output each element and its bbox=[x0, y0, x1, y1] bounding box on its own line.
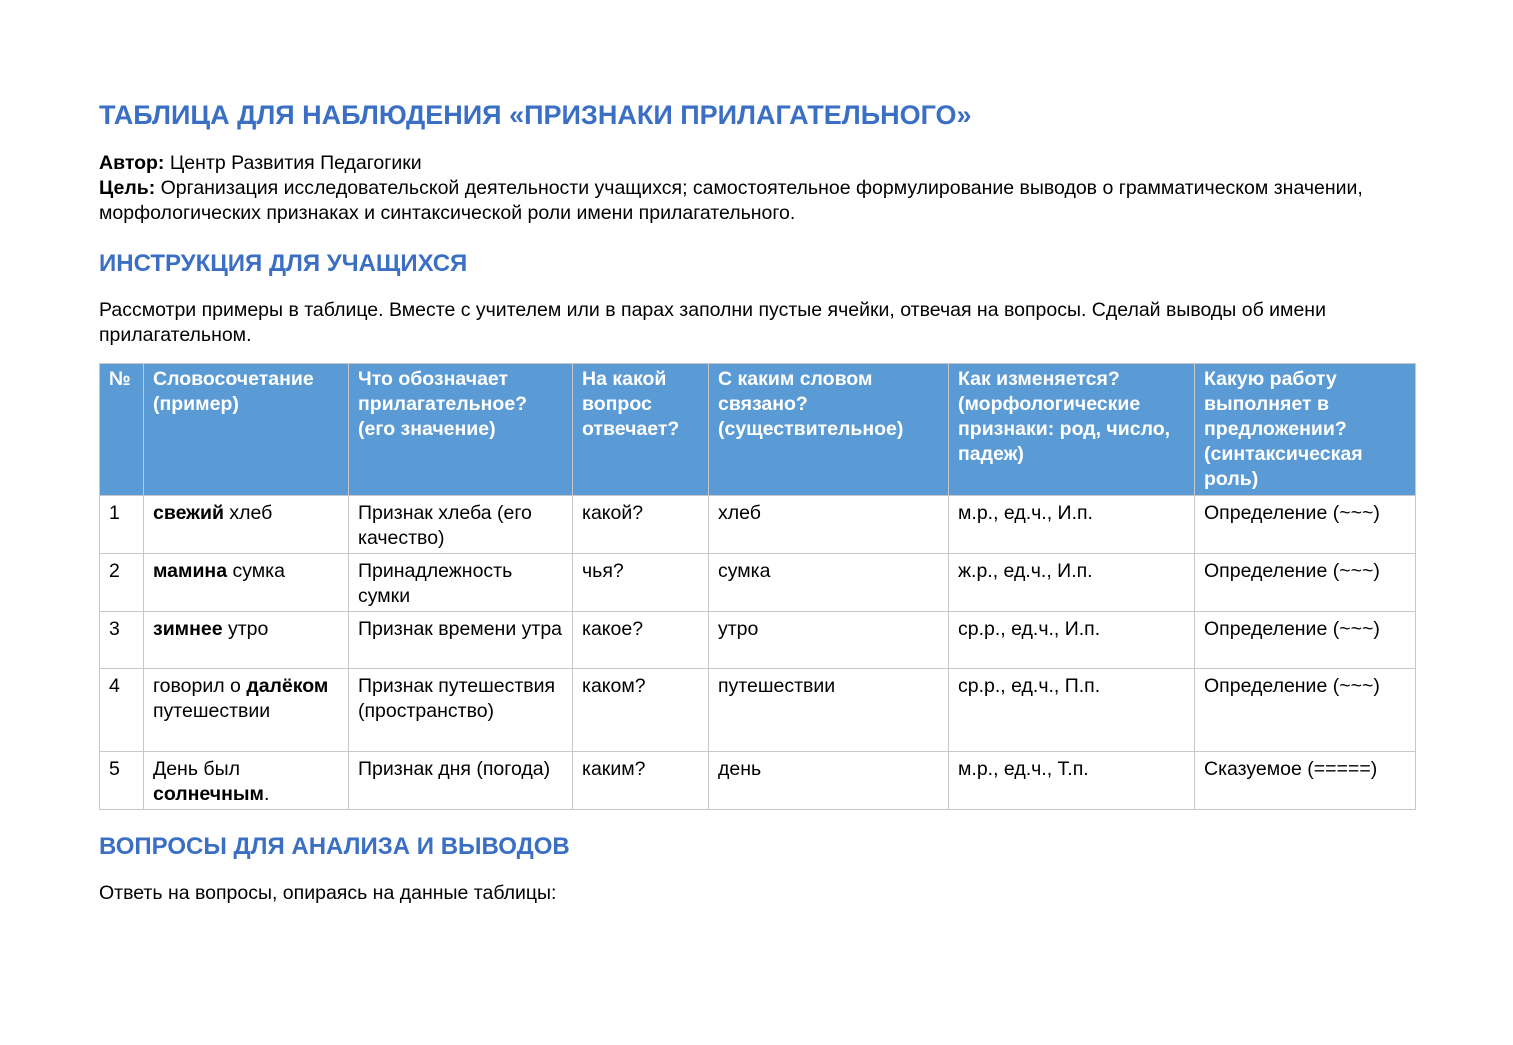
phrase-after: . bbox=[263, 783, 270, 805]
observation-table bbox=[99, 363, 1416, 810]
phrase-after: хлеб bbox=[223, 502, 273, 524]
cell-number: 2 bbox=[100, 554, 144, 612]
cell-number: 3 bbox=[100, 612, 144, 669]
cell-number: 5 bbox=[100, 752, 144, 810]
phrase-adjective: зимнее bbox=[153, 618, 223, 640]
cell-meaning: Принадлежность сумки bbox=[349, 554, 573, 612]
cell-phrase bbox=[144, 496, 349, 554]
phrase-adjective: солнечным bbox=[153, 783, 264, 805]
phrase-after: сумка bbox=[227, 560, 285, 582]
header-number: № bbox=[100, 364, 144, 496]
cell-phrase bbox=[144, 554, 349, 612]
phrase-adjective: далёком bbox=[246, 675, 329, 697]
phrase-before: День был bbox=[153, 758, 240, 780]
header-question: На какой вопрос отвечает? bbox=[573, 364, 709, 496]
goal-label: Цель: bbox=[99, 177, 156, 199]
phrase-after: путешествии bbox=[153, 700, 271, 722]
table-row bbox=[100, 752, 1416, 810]
cell-question: какой? bbox=[573, 496, 709, 554]
cell-phrase bbox=[144, 612, 349, 669]
analysis-heading: ВОПРОСЫ ДЛЯ АНАЛИЗА И ВЫВОДОВ bbox=[99, 833, 570, 860]
header-role: Какую работу выполняет в предложении? (синтаксическая роль) bbox=[1195, 364, 1416, 496]
cell-question: чья? bbox=[573, 554, 709, 612]
table-row bbox=[100, 669, 1416, 752]
document-meta bbox=[99, 151, 1414, 226]
cell-morph: ср.р., ед.ч., П.п. bbox=[949, 669, 1195, 752]
table-row bbox=[100, 554, 1416, 612]
cell-role: Определение (~~~) bbox=[1195, 554, 1416, 612]
goal-line bbox=[99, 176, 1414, 226]
phrase-after: утро bbox=[222, 618, 269, 640]
cell-question: каким? bbox=[573, 752, 709, 810]
header-noun: С каким словом связано? (существительное) bbox=[709, 364, 949, 496]
author-value: Центр Развития Педагогики bbox=[164, 152, 422, 174]
phrase-adjective: мамина bbox=[153, 560, 228, 582]
cell-morph: ср.р., ед.ч., И.п. bbox=[949, 612, 1195, 669]
analysis-text: Ответь на вопросы, опираясь на данные таблицы: bbox=[99, 882, 557, 904]
cell-number: 1 bbox=[100, 496, 144, 554]
cell-meaning: Признак путешествия (пространство) bbox=[349, 669, 573, 752]
phrase-before: говорил о bbox=[153, 675, 247, 697]
cell-noun: день bbox=[709, 752, 949, 810]
document-title: ТАБЛИЦА ДЛЯ НАБЛЮДЕНИЯ «ПРИЗНАКИ ПРИЛАГАТЕЛЬНОГО» bbox=[99, 100, 972, 130]
cell-role: Сказуемое (=====) bbox=[1195, 752, 1416, 810]
header-meaning: Что обозначает прилагательное? (его значение) bbox=[349, 364, 573, 496]
header-phrase: Словосочетание (пример) bbox=[144, 364, 349, 496]
cell-noun: путешествии bbox=[709, 669, 949, 752]
author-line bbox=[99, 151, 1414, 176]
header-morph: Как изменяется? (морфологические признаки: род, число, падеж) bbox=[949, 364, 1195, 496]
instructions-heading: ИНСТРУКЦИЯ ДЛЯ УЧАЩИХСЯ bbox=[99, 250, 468, 277]
cell-role: Определение (~~~) bbox=[1195, 669, 1416, 752]
cell-noun: хлеб bbox=[709, 496, 949, 554]
cell-role: Определение (~~~) bbox=[1195, 612, 1416, 669]
phrase-adjective: свежий bbox=[153, 502, 224, 524]
instructions-text: Рассмотри примеры в таблице. Вместе с учителем или в парах заполни пустые ячейки, отвечая на вопросы. Сделай выводы об имени прилагательном. bbox=[99, 299, 1326, 346]
table-row bbox=[100, 612, 1416, 669]
cell-question: какое? bbox=[573, 612, 709, 669]
cell-morph: м.р., ед.ч., И.п. bbox=[949, 496, 1195, 554]
table-header-row bbox=[100, 364, 1416, 496]
cell-phrase bbox=[144, 752, 349, 810]
cell-meaning: Признак дня (погода) bbox=[349, 752, 573, 810]
cell-noun: сумка bbox=[709, 554, 949, 612]
cell-meaning: Признак времени утра bbox=[349, 612, 573, 669]
table-row bbox=[100, 496, 1416, 554]
cell-morph: ж.р., ед.ч., И.п. bbox=[949, 554, 1195, 612]
author-label: Автор: bbox=[99, 152, 165, 174]
goal-value: Организация исследовательской деятельности учащихся; самостоятельное формулирование выводов о грамматическом значении, морфологических признаках и синтаксической роли имени прилагательного. bbox=[99, 177, 1363, 224]
cell-number: 4 bbox=[100, 669, 144, 752]
cell-morph: м.р., ед.ч., Т.п. bbox=[949, 752, 1195, 810]
cell-question: каком? bbox=[573, 669, 709, 752]
cell-role: Определение (~~~) bbox=[1195, 496, 1416, 554]
cell-phrase bbox=[144, 669, 349, 752]
cell-noun: утро bbox=[709, 612, 949, 669]
cell-meaning: Признак хлеба (его качество) bbox=[349, 496, 573, 554]
